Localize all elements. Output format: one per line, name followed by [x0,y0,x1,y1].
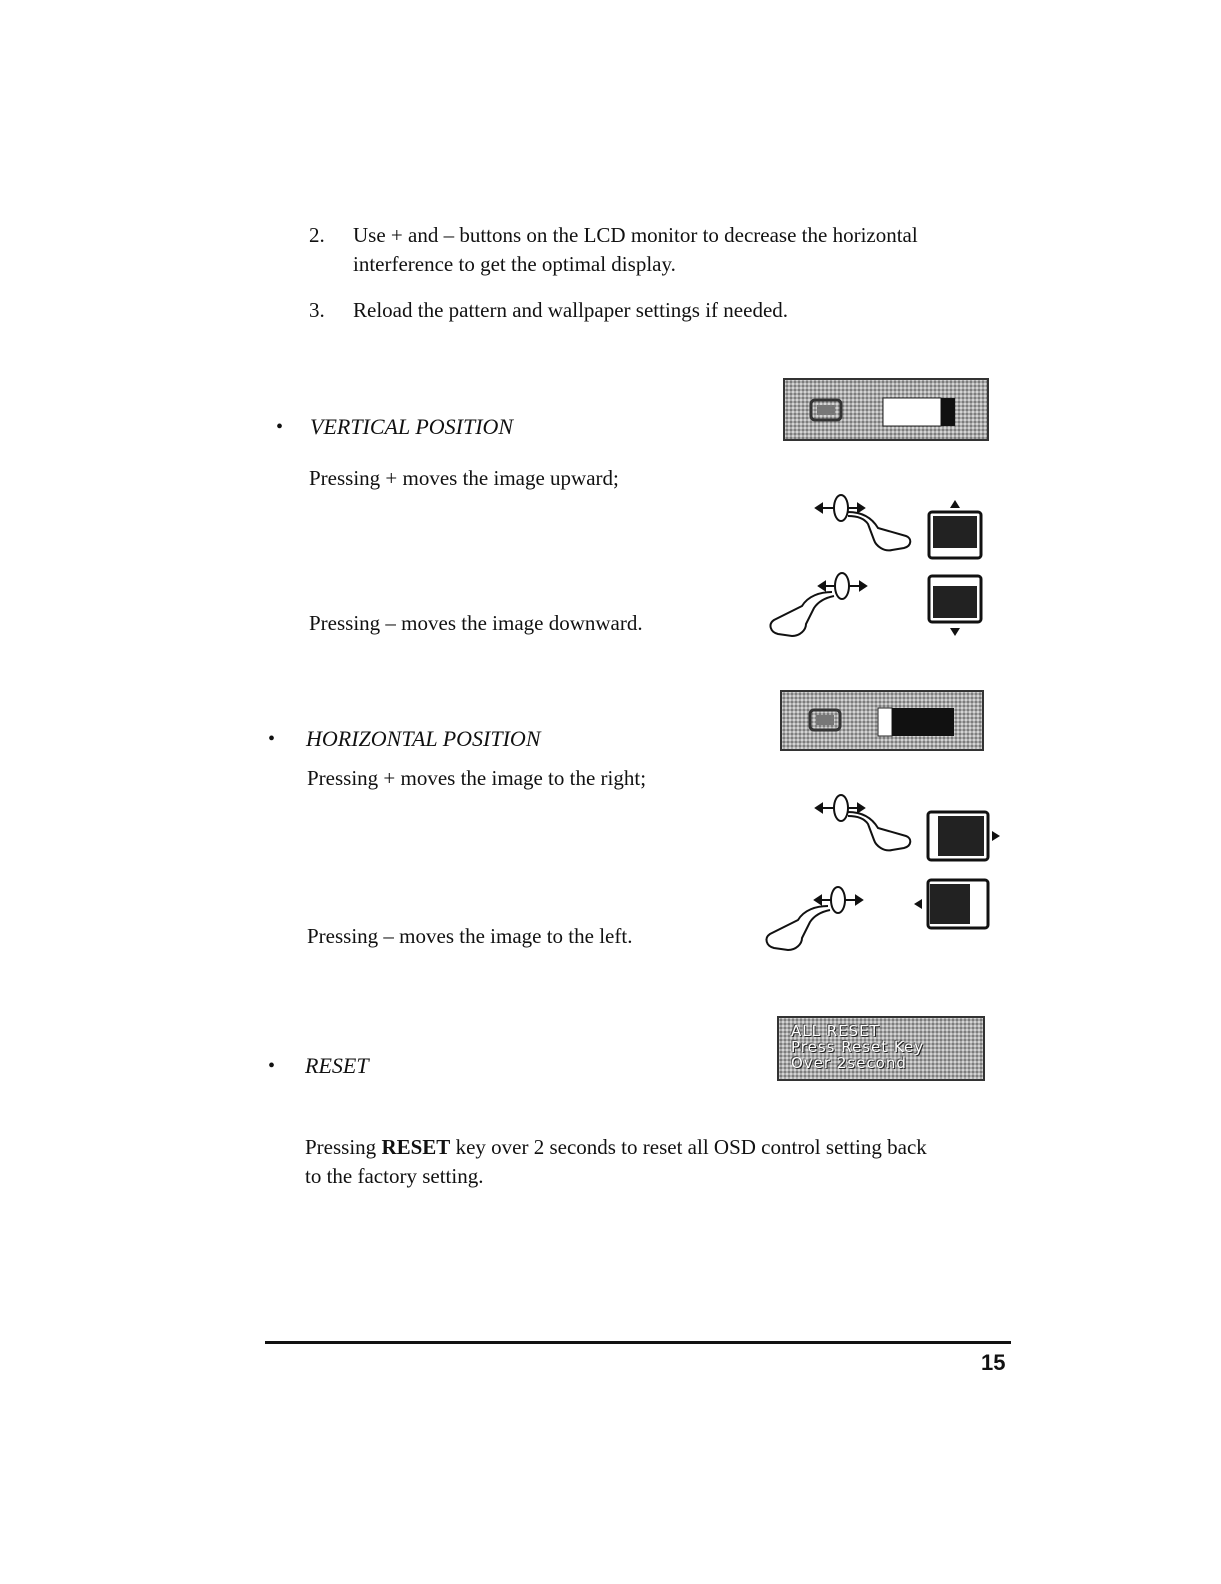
reset-osd-icon [777,1016,985,1081]
reset-osd-line-2: Press Reset Key [791,1038,925,1056]
horizontal-bullet: • [268,728,276,750]
step-2-number: 2. [309,223,325,247]
monitor-screen-icon-left [912,876,992,932]
reset-heading: RESET [305,1053,369,1078]
vertical-osd-graphic [785,380,987,439]
reset-osd-text [791,1023,924,1071]
reset-desc-pre: Pressing [305,1135,382,1159]
monitor-screen-icon-down [927,574,983,638]
horizontal-plus-text: Pressing + moves the image to the right; [307,766,647,790]
step-3-number: 3. [309,298,325,322]
vertical-plus-text: Pressing + moves the image upward; [309,466,619,490]
step-2-text [353,221,1033,279]
reset-description-line-2: to the factory setting. [305,1164,484,1188]
monitor-right-arrow-graphic [926,808,1002,864]
monitor-screen-icon-right [926,808,1002,864]
hand-pressing-plus-icon-2 [814,790,924,860]
monitor-up-arrow-graphic [927,500,983,562]
hand-pressing-minus-icon [764,566,884,638]
monitor-screen-icon-up [927,500,983,562]
reset-osd-line-3: Over 2second [791,1054,907,1072]
horizontal-position-heading: HORIZONTAL POSITION [306,726,541,751]
vertical-bullet: • [276,416,284,438]
vertical-position-heading: VERTICAL POSITION [310,414,514,439]
monitor-left-arrow-graphic [912,876,992,932]
reset-bullet: • [268,1055,276,1077]
reset-description-line-1 [305,1133,1025,1162]
reset-desc-post: key over 2 seconds to reset all OSD control setting back [450,1135,927,1159]
step-2-line-2: interference to get the optimal display. [353,252,676,276]
step-3-text: Reload the pattern and wallpaper settings if needed. [353,298,789,322]
reset-desc-key: RESET [381,1135,451,1159]
page-number: 15 [981,1350,1006,1375]
vertical-position-osd-icon [783,378,989,441]
reset-description [305,1133,1025,1191]
hand-pressing-minus-icon-2 [760,880,880,952]
horizontal-osd-graphic [782,692,982,749]
vertical-minus-text: Pressing – moves the image downward. [309,611,643,635]
monitor-down-arrow-graphic [927,574,983,638]
horizontal-minus-text: Pressing – moves the image to the left. [307,924,633,948]
step-2-line-1: Use + and – buttons on the LCD monitor to decrease the horizontal [353,223,918,247]
hand-pressing-plus-icon [814,490,924,560]
footer-rule [265,1341,1011,1344]
reset-osd-line-1: ALL RESET [791,1022,880,1040]
horizontal-position-osd-icon [780,690,984,751]
